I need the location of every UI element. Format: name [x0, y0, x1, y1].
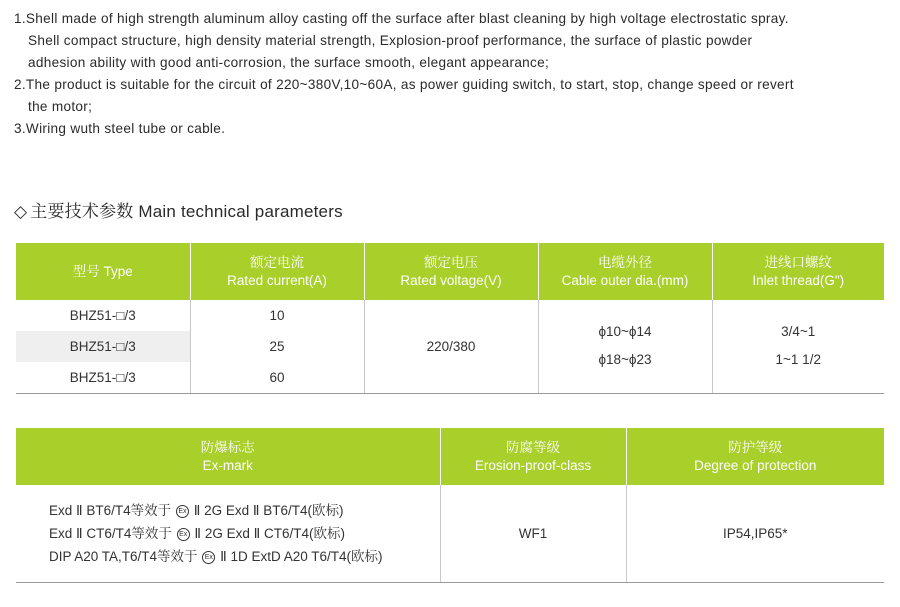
header-cable-cn: 电缆外径	[598, 254, 652, 270]
header-thread	[712, 243, 884, 300]
header-type	[16, 243, 190, 300]
ex-mark-post: Ⅱ 2G Exd Ⅱ BT6/T4(欧标)	[189, 502, 344, 518]
header-ex-mark-en: Ex-mark	[202, 457, 253, 473]
header-voltage-en: Rated voltage(V)	[400, 272, 502, 288]
section-title	[14, 197, 343, 222]
model-cell: BHZ51-□/3	[16, 362, 190, 393]
ex-mark-cell	[16, 485, 440, 582]
table-header-row	[16, 428, 884, 485]
feature-line: adhesion ability with good anti-corrosion, the surface smooth, elegant appearance;	[28, 55, 550, 70]
current-cell: 60	[190, 362, 364, 393]
cable-range: ϕ10~ϕ14	[598, 324, 652, 340]
header-type-label: 型号 Type	[72, 263, 133, 279]
header-current-cn: 额定电流	[250, 254, 304, 270]
ex-mark-line	[16, 499, 440, 522]
header-cable-en: Cable outer dia.(mm)	[561, 272, 689, 288]
header-erosion-en: Erosion-proof-class	[474, 457, 592, 473]
header-ex-mark-cn: 防爆标志	[200, 439, 255, 455]
header-protection-en: Degree of protection	[694, 457, 817, 473]
voltage-cell: 220/380	[364, 300, 538, 393]
feature-list	[14, 8, 894, 140]
header-ex-mark	[16, 428, 440, 485]
current-cell: 25	[190, 331, 364, 362]
ex-mark-post: Ⅱ 2G Exd Ⅱ CT6/T4(欧标)	[190, 525, 345, 541]
cable-range: ϕ18~ϕ23	[598, 352, 652, 368]
ex-symbol-icon: Ex	[202, 551, 215, 564]
thread-cell	[712, 300, 884, 393]
header-protection-cn: 防护等级	[728, 439, 783, 455]
header-thread-cn: 进线口螺纹	[764, 254, 832, 270]
header-erosion-cn: 防腐等级	[506, 439, 560, 455]
table-row	[16, 485, 884, 582]
header-current	[190, 243, 364, 300]
ex-mark-pre: Exd Ⅱ CT6/T4等效于	[49, 525, 176, 541]
feature-line: the motor;	[28, 99, 93, 114]
ex-mark-line	[16, 522, 440, 545]
header-thread-en: Inlet thread(G")	[752, 272, 845, 288]
thread-range: 3/4~1	[781, 324, 816, 340]
ex-mark-line	[16, 545, 440, 568]
model-cell: BHZ51-□/3	[16, 331, 190, 362]
thread-range: 1~1 1/2	[775, 352, 821, 368]
diamond-icon: ◇	[14, 202, 28, 221]
ex-symbol-icon: Ex	[177, 528, 190, 541]
technical-parameters-table	[16, 243, 884, 394]
cable-cell	[538, 300, 712, 393]
header-erosion	[440, 428, 626, 485]
header-cable	[538, 243, 712, 300]
ex-mark-pre: DIP A20 TA,T6/T4等效于	[49, 548, 202, 564]
header-voltage-cn: 额定电压	[424, 254, 478, 270]
current-cell: 10	[190, 300, 364, 331]
feature-line: 1.Shell made of high strength aluminum alloy casting off the surface after blast cleaning by high voltage electrostatic spray.	[14, 11, 789, 26]
model-cell: BHZ51-□/3	[69, 308, 136, 323]
header-protection	[626, 428, 884, 485]
section-title-text: 主要技术参数 Main technical parameters	[30, 202, 343, 221]
table-row	[16, 300, 884, 331]
table-header-row	[16, 243, 884, 300]
feature-line: Shell compact structure, high density material strength, Explosion-proof performance, the surface of plastic powder	[28, 33, 753, 48]
ex-mark-post: Ⅱ 1D ExtD A20 T6/T4(欧标)	[216, 548, 383, 564]
ex-mark-table	[16, 428, 884, 583]
ex-mark-pre: Exd Ⅱ BT6/T4等效于	[49, 502, 175, 518]
header-voltage	[364, 243, 538, 300]
protection-cell: IP54,IP65*	[626, 485, 884, 582]
erosion-class-cell: WF1	[440, 485, 626, 582]
ex-symbol-icon: Ex	[176, 505, 189, 518]
feature-line: 2.The product is suitable for the circuit of 220~380V,10~60A, as power guiding switch, to start, stop, change speed or revert	[14, 77, 794, 92]
header-current-en: Rated current(A)	[227, 272, 327, 288]
feature-line: 3.Wiring wuth steel tube or cable.	[14, 121, 226, 136]
